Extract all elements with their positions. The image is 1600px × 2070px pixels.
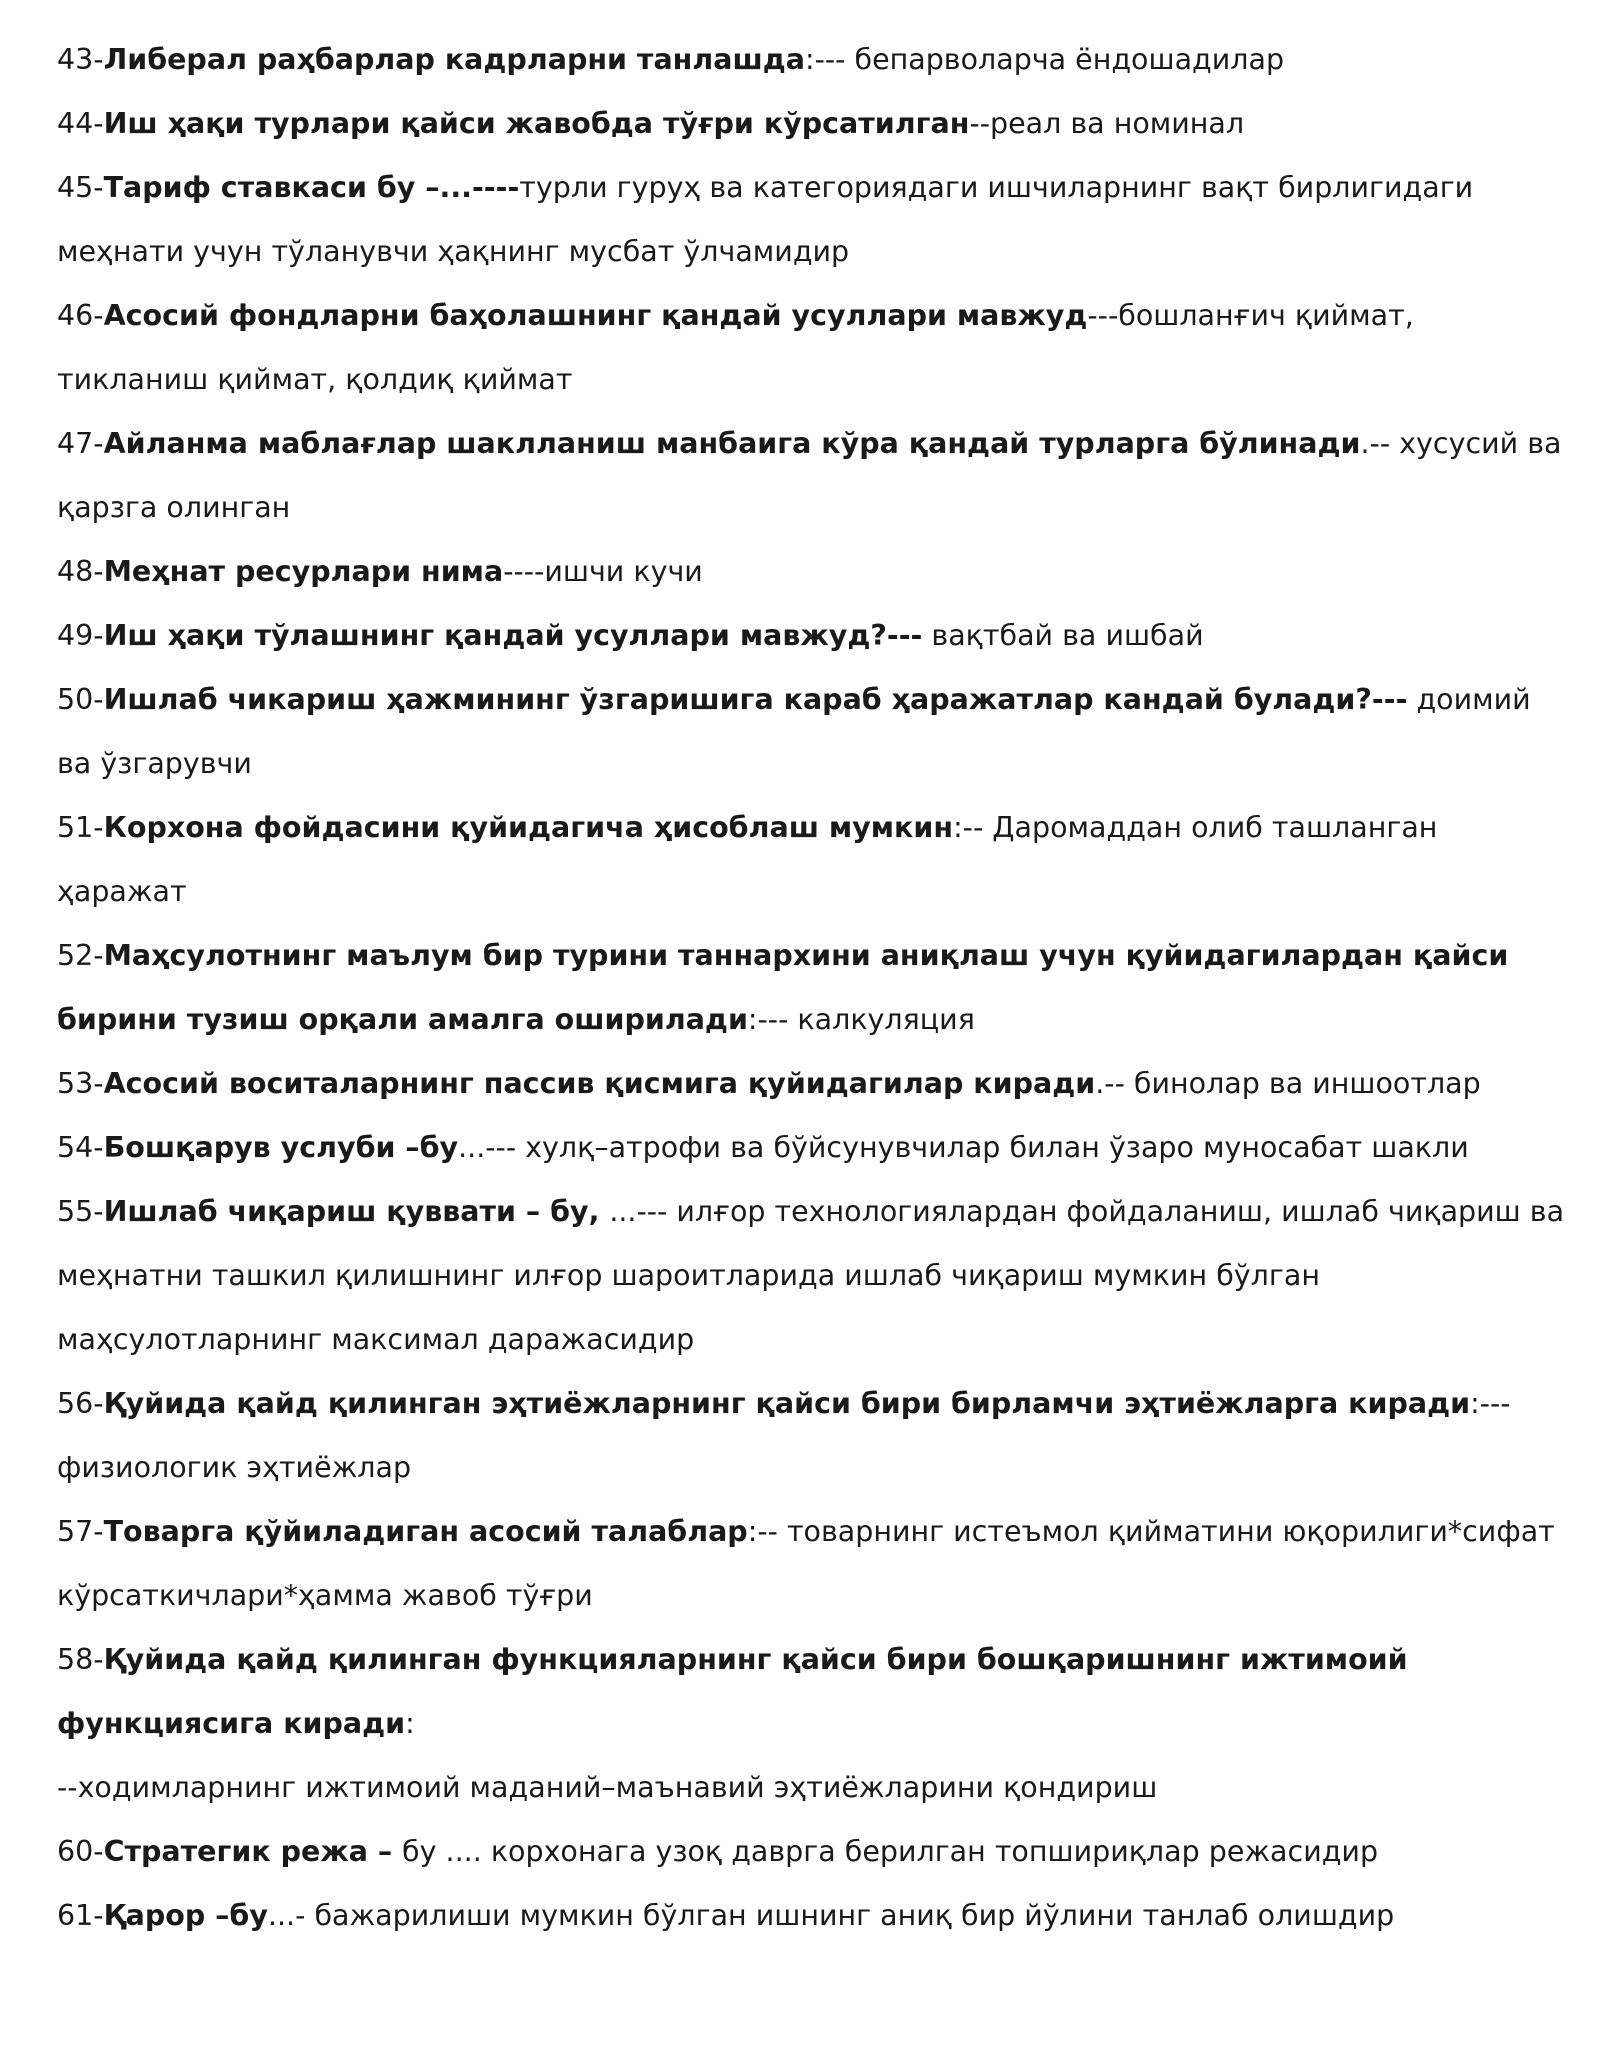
qa-item-58-answer — [57, 1756, 1567, 1820]
qa-item-60 — [57, 1820, 1567, 1884]
item-number: 45- — [57, 171, 104, 204]
question-text: Қуйида қайд қилинган функцияларнинг қайси бири бошқаришнинг ижтимоий функциясига киради — [57, 1643, 1408, 1740]
question-text: Қуйида қайд қилинган эҳтиёжларнинг қайси бири бирламчи эҳтиёжларга киради — [103, 1387, 1471, 1420]
item-number: 51- — [57, 811, 104, 844]
item-number: 58- — [57, 1643, 104, 1676]
question-text: Тариф ставкаси бу –...---- — [103, 171, 520, 204]
question-text: Асосий фондларни баҳолашнинг қандай усуллари мавжуд — [103, 299, 1088, 332]
item-number: 44- — [57, 107, 104, 140]
answer-text: :-- товарнинг истеъмол қийматини юқорилиги*сифат кўрсаткичлари*ҳамма жавоб тўғри — [57, 1515, 1555, 1612]
question-text: Қарор –бу — [103, 1899, 268, 1932]
answer-text: --ходимларнинг ижтимоий маданий–маънавий эҳтиёжларини қондириш — [57, 1771, 1158, 1804]
qa-item-50 — [57, 668, 1567, 796]
document-page — [57, 28, 1567, 1948]
answer-text: : — [405, 1707, 415, 1740]
answer-text: вақтбай ва ишбай — [922, 619, 1204, 652]
answer-text: .-- бинолар ва иншоотлар — [1095, 1067, 1481, 1100]
question-text: Корхона фойдасини қуйидагича ҳисоблаш мумкин — [103, 811, 954, 844]
item-number: 53- — [57, 1067, 104, 1100]
item-number: 50- — [57, 683, 104, 716]
question-text: Стратегик режа – — [103, 1835, 403, 1868]
answer-text: ----ишчи кучи — [503, 555, 703, 588]
answer-text: :--- бепарволарча ёндошадилар — [805, 43, 1285, 76]
qa-item-53 — [57, 1052, 1567, 1116]
answer-text: ...--- илғор технологиялардан фойдаланиш, ишлаб чиқариш ва меҳнатни ташкил қилишнинг илғор шароитларида ишлаб чиқариш мумкин бўлган маҳсулотларнинг максимал даражасидир — [57, 1195, 1565, 1356]
answer-text: бу .... корхонага узоқ даврга берилган топшириқлар режасидир — [402, 1835, 1379, 1868]
item-number: 43- — [57, 43, 104, 76]
qa-item-45 — [57, 156, 1567, 284]
answer-text: :---физиологик эҳтиёжлар — [57, 1387, 1511, 1484]
answer-text: .-- хусусий ва қарзга олинган — [57, 427, 1562, 524]
question-text: Бошқарув услуби –бу — [103, 1131, 459, 1164]
question-text: Меҳнат ресурлари нима — [103, 555, 504, 588]
answer-text: :-- Даромаддан олиб ташланган ҳаражат — [57, 811, 1438, 908]
item-number: 49- — [57, 619, 104, 652]
item-number: 46- — [57, 299, 104, 332]
question-text: Айланма маблағлар шаклланиш манбаига кўра қандай турларга бўлинади — [103, 427, 1361, 460]
qa-item-51 — [57, 796, 1567, 924]
item-number: 55- — [57, 1195, 104, 1228]
answer-text: доимий ва ўзгарувчи — [57, 683, 1531, 780]
item-number: 52- — [57, 939, 104, 972]
item-number: 60- — [57, 1835, 104, 1868]
item-number: 56- — [57, 1387, 104, 1420]
answer-text: ...- бажарилиши мумкин бўлган ишнинг аниқ бир йўлини танлаб олишдир — [267, 1899, 1395, 1932]
question-text: Маҳсулотнинг маълум бир турини таннархини аниқлаш учун қуйидагилардан қайси бирини тузиш орқали амалга оширилади — [57, 939, 1509, 1036]
qa-item-44 — [57, 92, 1567, 156]
answer-text: :--- калкуляция — [747, 1003, 975, 1036]
qa-item-49 — [57, 604, 1567, 668]
qa-item-47 — [57, 412, 1567, 540]
item-number: 61- — [57, 1899, 104, 1932]
qa-item-46 — [57, 284, 1567, 412]
answer-text: --реал ва номинал — [969, 107, 1245, 140]
qa-item-61 — [57, 1884, 1567, 1948]
qa-item-58 — [57, 1628, 1567, 1756]
qa-item-48 — [57, 540, 1567, 604]
qa-item-57 — [57, 1500, 1567, 1628]
item-number: 54- — [57, 1131, 104, 1164]
qa-item-55 — [57, 1180, 1567, 1372]
question-text: Ишлаб чикариш ҳажмининг ўзгаришига караб ҳаражатлар кандай булади?--- — [103, 683, 1408, 716]
question-text: Иш ҳақи тўлашнинг қандай усуллари мавжуд?--- — [103, 619, 923, 652]
answer-text: турли гуруҳ ва категориядаги ишчиларнинг вақт бирлигидаги меҳнати учун тўланувчи ҳақнинг мусбат ўлчамидир — [57, 171, 1474, 268]
question-text: Либерал раҳбарлар кадрларни танлашда — [103, 43, 805, 76]
qa-item-43 — [57, 28, 1567, 92]
qa-item-56 — [57, 1372, 1567, 1500]
answer-text: ...--- хулқ–атрофи ва бўйсунувчилар билан ўзаро муносабат шакли — [458, 1131, 1469, 1164]
item-number: 48- — [57, 555, 104, 588]
question-text: Иш ҳақи турлари қайси жавобда тўғри кўрсатилган — [103, 107, 970, 140]
qa-item-52 — [57, 924, 1567, 1052]
question-text: Товарга қўйиладиган асосий талаблар — [103, 1515, 748, 1548]
question-text: Ишлаб чиқариш қуввати – бу, — [103, 1195, 610, 1228]
item-number: 57- — [57, 1515, 104, 1548]
item-number: 47- — [57, 427, 104, 460]
qa-item-54 — [57, 1116, 1567, 1180]
answer-text: ---бошланғич қиймат, тикланиш қиймат, қолдиқ қиймат — [57, 299, 1414, 396]
question-text: Асосий воситаларнинг пассив қисмига қуйидагилар киради — [103, 1067, 1096, 1100]
